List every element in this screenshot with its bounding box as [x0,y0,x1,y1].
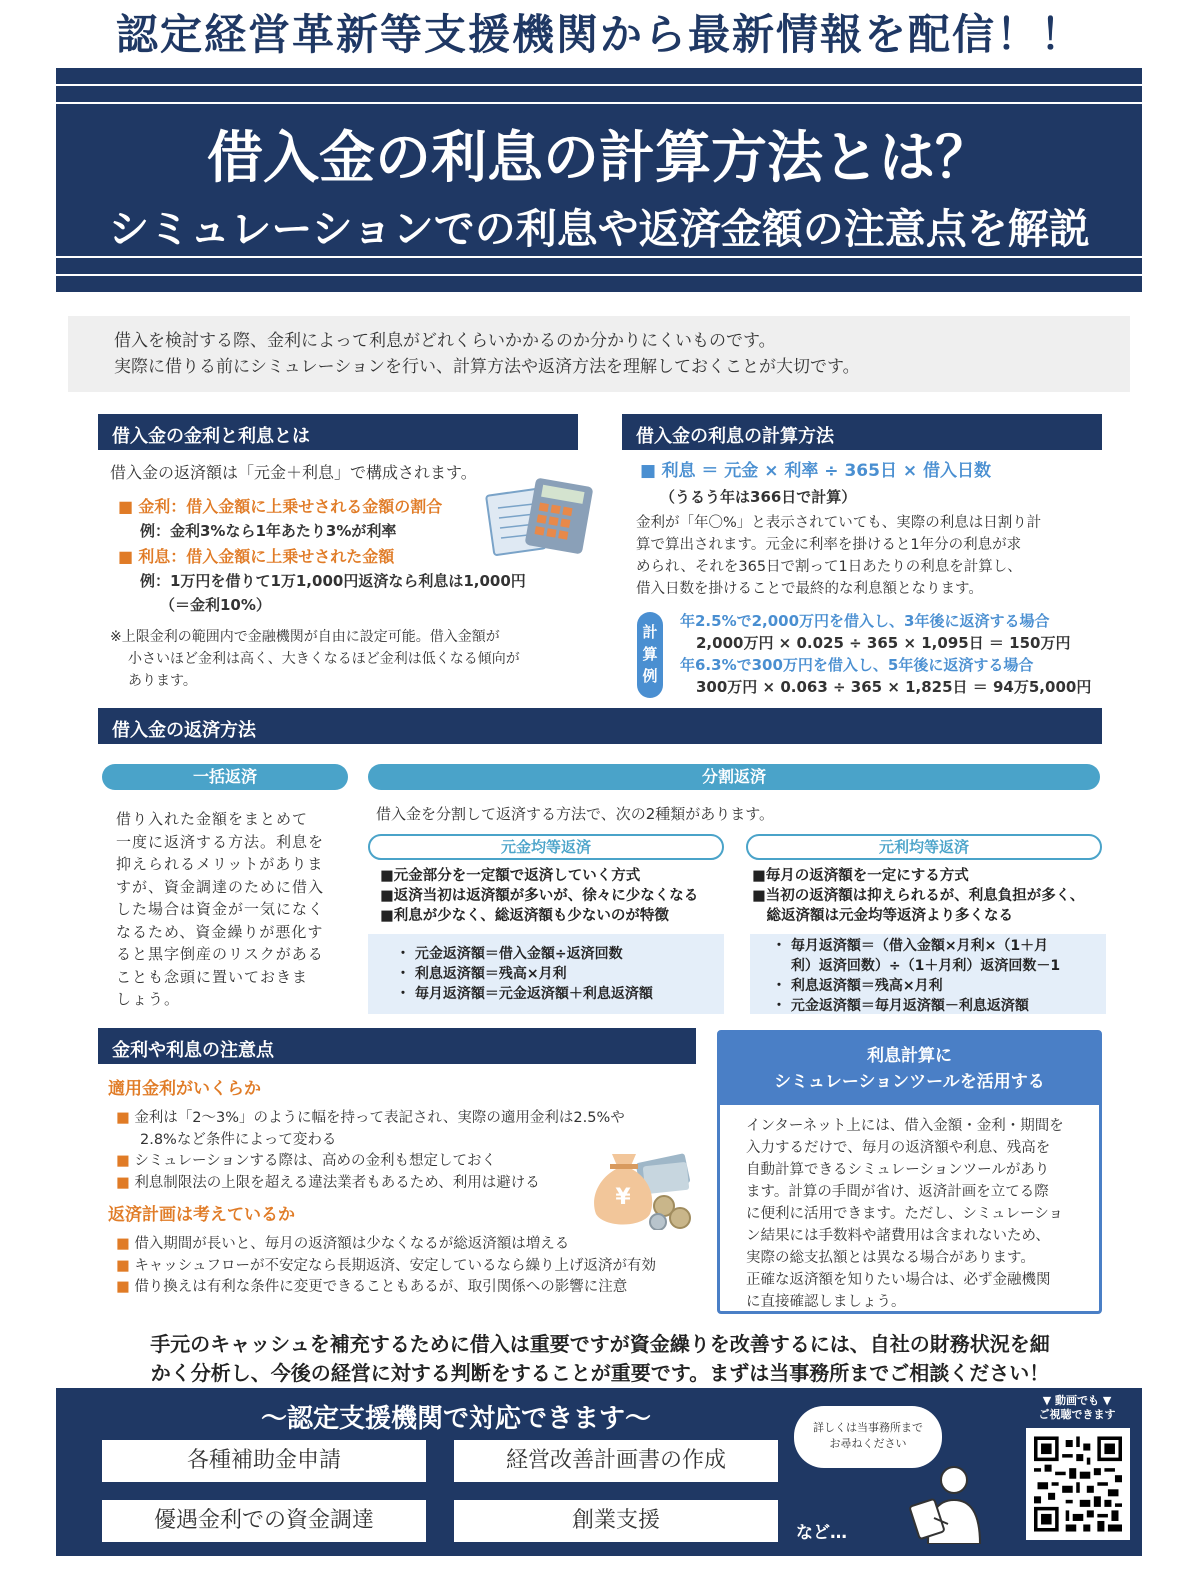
equal-formula [772,976,1106,996]
example-2-calc: 300万円 × 0.063 ÷ 365 × 1,825日 ＝ 94万5,000円 [696,678,1092,696]
intro-box [68,316,1130,392]
calc-body-3: められ、それを365日で割って1日あたりの利息を計算し、 [636,559,1022,575]
rate-note-3: あります。 [128,673,197,689]
caution-point-text: キャッシュフローが不安定なら長期返済、安定しているなら繰り上げ返済が有効 [134,1257,657,1274]
formula: 利息 ＝ 元金 × 利率 ÷ 365日 × 借入日数 [661,461,992,481]
equal-principal-points [380,866,698,926]
principal-point-text: ■元金部分を一定額で返済していく方式 [380,868,641,884]
equal-point-text: ■毎月の返済額を一定にする方式 [752,868,969,884]
lump-sum-line [116,921,324,944]
principal-point [380,886,698,906]
installment-lead: 借入金を分割して返済する方法で、次の2種類があります。 [376,805,775,823]
tool-body-line [746,1291,1086,1313]
equal-point-text: ■当初の返済額は抑えられるが、利息負担が多く、 [752,888,1085,904]
caution-point-text: 借り換えは有利な条件に変更できることもあるが、取引関係への影響に注意 [134,1279,628,1295]
equal-formula [772,996,1106,1016]
services-title: ～認定支援機関で対応できます～ [260,1404,651,1434]
bullet-square-icon: ■ [116,1153,135,1169]
simulation-tool-box [717,1030,1102,1314]
tool-body-line-text: 正確な返済額を知りたい場合は、必ず金融機関 [746,1272,1051,1288]
caution-point [116,1277,656,1299]
caution-point [116,1256,656,1278]
tool-heading-line-2: シミュレーションツールを活用する [774,1072,1045,1092]
lump-sum-label: 一括返済 [102,764,348,790]
tool-heading-line-1: 利息計算に [867,1046,952,1066]
principal-point-text: ■利息が少なく、総返済額も少ないのが特徴 [380,908,669,924]
caution-point [116,1130,625,1152]
service-item: 優遇金利での資金調達 [102,1500,426,1542]
tool-body-line-text: に直接確認しましょう。 [746,1294,906,1310]
equal-installment-formulas [750,934,1106,1014]
bullet-square-icon: ■ [118,547,134,566]
section-heading-rate-interest: 借入金の金利と利息とは [98,414,578,450]
principal-formula [396,984,724,1004]
lump-sum-line [116,876,324,899]
bullet-square-icon: ■ [640,461,657,481]
lump-sum-line [116,808,324,831]
kinri-example: 例：金利3%なら1年あたり3%が利率 [140,522,397,540]
bullet-square-icon: ■ [116,1110,135,1126]
section-heading-cautions: 金利や利息の注意点 [98,1028,696,1064]
section-heading-calc-method: 借入金の利息の計算方法 [622,414,1102,450]
bullet-square-icon: ■ [116,1257,135,1274]
lump-sum-line-text: なるため、資金繰りが悪化す [116,922,324,941]
equal-installment-label: 元利均等返済 [746,834,1102,860]
example-1-calc: 2,000万円 × 0.025 ÷ 365 × 1,095日 ＝ 150万円 [696,634,1071,652]
tool-body-line [746,1181,1086,1203]
lump-sum-line-text: 借り入れた金額をまとめて [116,810,309,828]
formula-note: （うるう年は366日で計算） [660,488,857,506]
caution-points-2 [116,1234,656,1299]
lump-sum-line [116,943,324,966]
tool-heading [720,1033,1099,1105]
calc-body-4: 借入日数を掛けることで最終的な利息額となります。 [636,581,983,597]
principal-formula-text: ・ 利息返済額＝残高×月利 [396,966,567,982]
bullet-square-icon: ■ [118,497,134,516]
caution-points-1 [116,1108,625,1194]
caution-point-text: 金利は「2～3%」のように幅を持って表記され、実際の適用金利は2.5%や [134,1110,625,1126]
lump-sum-line-text: ことも念頭に置いておきま [116,967,309,986]
closing-line-1: 手元のキャッシュを補充するために借入は重要ですが資金繰りを改善するには、自社の財務状況を細 [150,1332,1050,1356]
example-2-title: 年6.3%で300万円を借入し、5年後に返済する場合 [680,656,1034,674]
tool-body-line [746,1203,1086,1225]
qr-note-line-1: ▼ 動画でも ▼ [1042,1394,1112,1407]
person-with-tablet-icon [898,1458,988,1544]
kinri-item [118,496,442,518]
tool-body [746,1115,1086,1313]
page-subtitle: シミュレーションでの利息や返済金額の注意点を解説 [108,205,1090,253]
equal-formula-text: 利）返済回数）÷（1＋月利）返済回数－1 [772,958,1061,974]
section-heading-repayment: 借入金の返済方法 [98,708,1102,744]
service-item: 各種補助金申請 [102,1440,426,1482]
services-band [56,1388,1142,1556]
caution-point [116,1234,656,1256]
lump-sum-line [116,966,324,989]
intro-line-2: 実際に借りる前にシミュレーションを行い、計算方法や返済方法を理解しておくことが大切です。 [114,357,860,377]
equal-principal-formulas [368,934,724,1014]
tool-body-line [746,1269,1086,1291]
tool-body-line-text: 自動計算できるシミュレーションツールがあり [746,1162,1050,1178]
calc-example-tag-label: 計算例 [642,623,658,685]
risoku-item [118,546,394,568]
lump-sum-line-text: しょう。 [116,990,181,1008]
risoku-example: 例：1万円を借りて1万1,000円返済なら利息は1,000円 [140,572,526,590]
installment-label: 分割返済 [368,764,1100,790]
tool-body-line-text: ます。計算の手間が省け、返済計画を立てる際 [746,1184,1049,1200]
tool-body-line [746,1247,1086,1269]
equal-point [752,866,1084,886]
lump-sum-line-text: 一度に返済する方法。利息を [116,832,325,851]
caution-point-text: シミュレーションする際は、高めの金利も想定しておく [134,1153,496,1169]
rate-lead: 借入金の返済額は「元金＋利息」で構成されます。 [110,463,477,482]
bubble-line-1: 詳しくは当事務所まで [813,1421,923,1434]
caution-point [116,1108,625,1130]
intro-line-1: 借入を検討する際、金利によって利息がどれくらいかかるのか分かりにくいものです。 [114,331,776,351]
equal-formula-text: ・ 元金返済額＝毎月返済額－利息返済額 [772,998,1029,1014]
caution-subheading-2: 返済計画は考えているか [108,1205,295,1225]
lump-sum-line-text: ると黒字倒産のリスクがある [116,945,324,963]
tool-body-line-text: 入力するだけで、毎月の返済額や利息、残高を [746,1140,1051,1156]
principal-formula [396,944,724,964]
caution-point [116,1173,625,1195]
top-headline: 認定経営革新等支援機関から最新情報を配信！！ [115,10,1084,59]
calc-body-1: 金利が「年〇%」と表示されていても、実際の利息は日割り計 [636,515,1042,531]
bullet-square-icon: ■ [116,1236,135,1252]
lump-sum-line [116,988,324,1011]
equal-principal-label: 元金均等返済 [368,834,724,860]
closing-message [0,1330,1200,1388]
calc-body-2: 算で算出されます。元金に利率を掛けると1年分の利息が求 [636,537,1022,553]
lump-sum-line-text: すが、資金調達のために借入 [116,877,325,896]
bubble-line-2: お尋ねください [829,1437,907,1450]
qr-note-line-2: ご視聴できます [1038,1408,1116,1421]
lump-sum-line-text: した場合は資金が一気になく [116,900,325,918]
rate-note-2: 小さいほど金利は高く、大きくなるほど金利は低くなる傾向が [128,651,520,667]
caution-point [116,1151,625,1173]
lump-sum-text [116,808,324,1011]
qr-code-icon[interactable] [1026,1428,1130,1540]
lump-sum-line [116,898,324,921]
principal-formula-text: ・ 毎月返済額＝元金返済額＋利息返済額 [396,986,653,1002]
rate-note-1: ※上限金利の範囲内で金融機関が自由に設定可能。借入金額が [110,629,500,645]
caution-point-text: 2.8%など条件によって変わる [140,1131,337,1148]
calculator-icon [484,474,598,558]
qr-note [1021,1394,1133,1422]
calc-example-tag [637,612,663,698]
closing-line-2: かく分析し、今後の経営に対する判断をすることが重要です。まずは当事務所までご相談ください！ [150,1361,1050,1385]
qr-code-pattern [1034,1436,1122,1532]
principal-formula [396,964,724,984]
tool-body-line [746,1115,1086,1137]
tool-body-line [746,1159,1086,1181]
equal-formula-text: ・ 利息返済額＝残高×月利 [772,978,943,994]
tool-body-line-text: に便利に活用できます。ただし、シミュレーショ [746,1206,1063,1222]
tool-body-line-text: インターネット上には、借入金額・金利・期間を [746,1118,1064,1134]
equal-point [752,886,1084,906]
money-bag-icon [584,1140,696,1230]
equal-installment-points [752,866,1084,926]
page-title: 借入金の利息の計算方法とは？ [207,126,991,191]
principal-point [380,866,698,886]
tool-body-line [746,1225,1086,1247]
equal-point-text: 総返済額は元金均等返済より多くなる [752,908,1013,924]
equal-formula [772,936,1106,956]
equal-formula [772,956,1106,976]
equal-point [752,906,1084,926]
service-item: 創業支援 [454,1500,778,1542]
caution-point-text: 利息制限法の上限を超える違法業者もあるため、利用は避ける [134,1174,540,1191]
bullet-square-icon: ■ [116,1174,135,1191]
tool-body-line-text: 実際の総支払額とは異なる場合があります。 [746,1250,1035,1266]
equal-formula-text: ・ 毎月返済額＝（借入金額×月利×（1＋月 [772,938,1049,954]
svg-text:¥: ¥ [615,1185,631,1210]
risoku-example-2: （＝金利10%） [160,596,271,614]
lump-sum-line [116,831,324,854]
risoku-title: 利息：借入金額に上乗せされた金額 [138,547,395,566]
lump-sum-line [116,853,324,876]
principal-formula-text: ・ 元金返済額＝借入金額÷返済回数 [396,946,623,962]
tool-body-line [746,1137,1086,1159]
kinri-title: 金利：借入金額に上乗せされる金額の割合 [138,497,443,516]
formula-line [640,460,991,482]
service-item: 経営改善計画書の作成 [454,1440,778,1482]
caution-subheading-1: 適用金利がいくらか [108,1079,261,1099]
example-1-title: 年2.5%で2,000万円を借入し、3年後に返済する場合 [680,612,1050,630]
etc-label: など… [796,1523,847,1543]
tool-body-line-text: ン結果には手数料や諸費用は含まれないため、 [746,1228,1050,1244]
principal-point-text: ■返済当初は返済額が多いが、徐々に少なくなる [380,888,699,904]
principal-point [380,906,698,926]
lump-sum-line-text: 抑えられるメリットがありま [116,855,324,873]
bullet-square-icon: ■ [116,1279,135,1295]
caution-point-text: 借入期間が長いと、毎月の返済額は少なくなるが総返済額は増える [134,1236,570,1252]
